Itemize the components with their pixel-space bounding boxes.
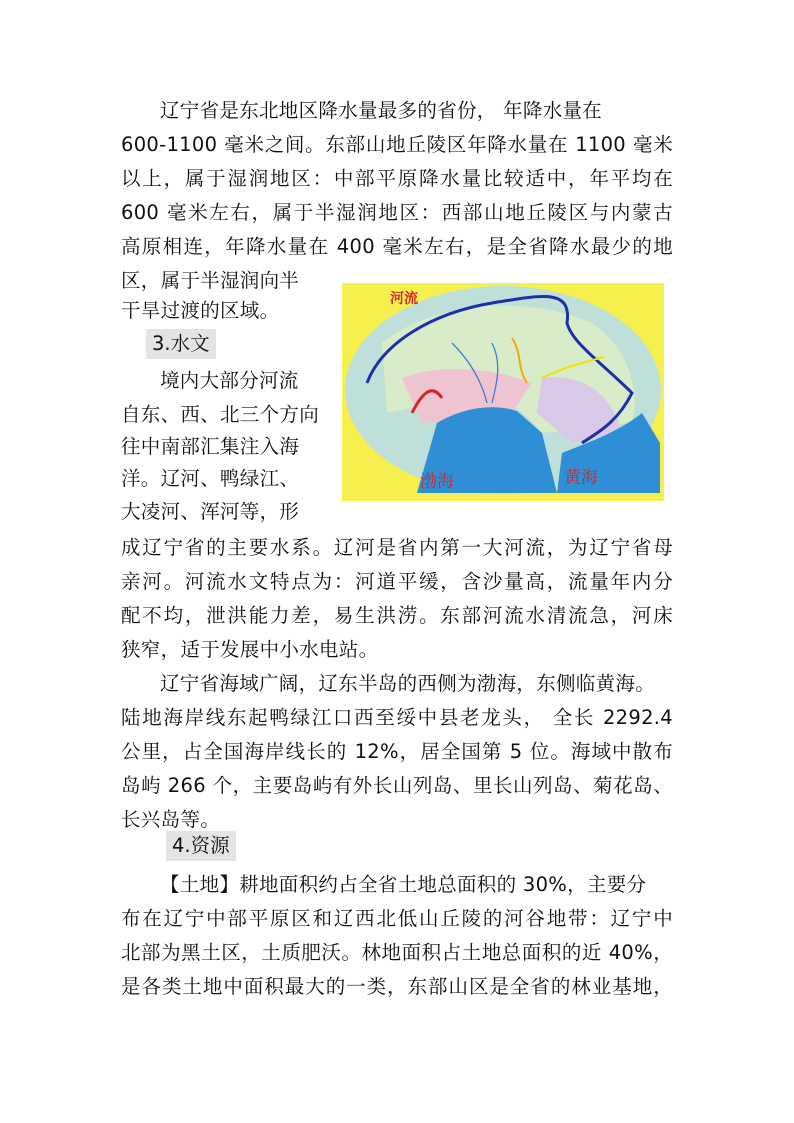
climate-line-7: 干旱过渡的区域。: [121, 299, 280, 322]
label-rivers: 河流: [390, 291, 418, 307]
climate-line-4: 600 毫米左右，属于半湿润地区：西部山地丘陵区与内蒙古: [121, 201, 673, 224]
hydrology-line-6: 成辽宁省的主要水系。辽河是省内第一大河流，为辽宁省母: [121, 536, 673, 559]
hydrology-line-8: 配不均，泄洪能力差，易生洪涝。东部河流水清流急，河床: [121, 604, 673, 627]
hydrology-line-7: 亲河。河流水文特点为：河道平缓，含沙量高，流量年内分: [121, 570, 673, 593]
hydrology-line-1: 境内大部分河流: [160, 369, 299, 392]
resources-line-2: 布在辽宁中部平原区和辽西北低山丘陵的河谷地带：辽宁中: [121, 907, 673, 930]
label-huanghai: 黄海: [564, 468, 598, 488]
climate-line-6: 区，属于半湿润向半: [121, 269, 300, 292]
hydrology-line-9: 狭窄，适于发展中小水电站。: [121, 638, 379, 661]
resources-line-4: 是各类土地中面积最大的一类，东部山区是全省的林业基地，: [121, 975, 673, 998]
sea-line-2: 陆地海岸线东起鸭绿江口西至绥中县老龙头， 全长 2292.4: [121, 706, 673, 729]
hydrology-line-2: 自东、西、北三个方向: [121, 403, 320, 426]
climate-line-3: 以上，属于湿润地区：中部平原降水量比较适中，年平均在: [121, 167, 673, 190]
label-bohai: 渤海: [420, 472, 454, 492]
sea-line-5: 长兴岛等。: [121, 808, 221, 831]
resources-line-3: 北部为黑土区，土质肥沃。林地面积占土地总面积的近 40%，: [121, 941, 673, 964]
resources-line-1: 【土地】耕地面积约占全省土地总面积的 30%，主要分: [160, 873, 647, 896]
climate-line-2: 600-1100 毫米之间。东部山地丘陵区年降水量在 1100 毫米: [121, 133, 673, 156]
section-heading-hydrology: 3.水文: [146, 329, 216, 359]
hydrology-line-3: 往中南部汇集注入海: [121, 435, 300, 458]
liaoning-rivers-map: [342, 283, 664, 501]
climate-line-5: 高原相连，年降水量在 400 毫米左右，是全省降水最少的地: [121, 235, 673, 258]
sea-line-3: 公里，占全国海岸线长的 12%，居全国第 5 位。海域中散布: [121, 740, 673, 763]
sea-line-1: 辽宁省海域广阔，辽东半岛的西侧为渤海，东侧临黄海。: [160, 672, 656, 695]
hydrology-line-5: 大凌河、浑河等，形: [121, 500, 300, 523]
sea-line-4: 岛屿 266 个，主要岛屿有外长山列岛、里长山列岛、菊花岛、: [121, 774, 673, 797]
section-heading-resources: 4.资源: [166, 831, 236, 861]
climate-line-1: 辽宁省是东北地区降水量最多的省份， 年降水量在: [160, 99, 603, 122]
hydrology-line-4: 洋。辽河、鸭绿江、: [121, 467, 300, 490]
